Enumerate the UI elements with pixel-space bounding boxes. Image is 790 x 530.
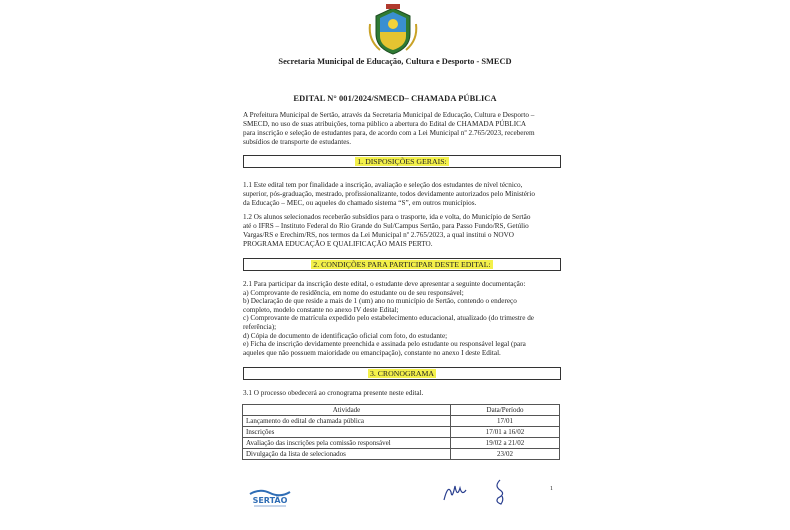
paragraph-1-2: [243, 213, 561, 249]
intro-line: subsídios de transporte de estudantes.: [243, 138, 351, 147]
municipal-coat-of-arms-icon: [366, 4, 420, 56]
section-1-heading-box: [243, 155, 561, 168]
list-item: b) Declaração de que reside a mais de 1 (um) ano no município de Sertão, contendo o endereço: [243, 297, 517, 306]
list-item: aqueles que não possuem maioridade ou emancipação), constante no anexo I deste Edital.: [243, 348, 501, 357]
handwritten-initials-icon: [492, 478, 508, 506]
table-row: [243, 449, 560, 460]
paragraph-line: 3.1 O processo obedecerá ao cronograma presente neste edital.: [243, 389, 424, 397]
date-cell: 23/02: [451, 449, 560, 460]
list-item: referência);: [243, 322, 277, 331]
section-3-heading: 3. CRONOGRAMA: [369, 369, 435, 378]
paragraph-1-1: [243, 181, 561, 208]
section-2-heading-box: [243, 258, 561, 271]
intro-line: A Prefeitura Municipal de Sertão, através da Secretaria Municipal de Educação, Cultura e Desporto –: [243, 111, 535, 119]
section-2-heading: 2. CONDIÇÕES PARA PARTICIPAR DESTE EDITAL:: [313, 260, 491, 269]
list-item: e) Ficha de inscrição devidamente preenchida e assinada pelo estudante ou responsável legal (para: [243, 340, 526, 349]
section-1-heading: 1. DISPOSIÇÕES GERAIS:: [357, 157, 447, 166]
intro-line: SMECD, no uso de suas atribuições, torna público a abertura do Edital de CHAMADA PÚBLICA: [243, 120, 527, 129]
handwritten-signature-icon: [442, 482, 468, 502]
list-item: a) Comprovante de residência, em nome do estudante ou de seu responsável;: [243, 288, 464, 297]
sertao-municipality-logo-icon: [248, 488, 292, 508]
paragraph-line: da Educação – MEC, ou aqueles do chamado sistema “S”, em outros municípios.: [243, 199, 477, 208]
table-header-row: [243, 405, 560, 416]
activity-cell: Avaliação das inscrições pela comissão responsável: [243, 438, 451, 449]
list-item: 2.1 Para participar da inscrição deste edital, o estudante deve apresentar a seguinte documentação:: [243, 280, 526, 288]
page-number: 1: [550, 486, 553, 492]
edital-title: EDITAL N° 001/2024/SMECD– CHAMADA PÚBLICA: [293, 94, 497, 103]
documentation-list: [243, 280, 561, 357]
activity-cell: Inscrições: [243, 427, 451, 438]
cronograma-table: [242, 404, 560, 460]
list-item: completo, modelo constante no anexo IV deste Edital;: [243, 305, 399, 314]
table-row: [243, 427, 560, 438]
paragraph-line: até o IFRS – Instituto Federal do Rio Grande do Sul/Campus Sertão, para Passo Fundo/RS, Getúlio: [243, 222, 529, 231]
activity-cell: Lançamento do edital de chamada pública: [243, 416, 451, 427]
paragraph-line: PROGRAMA EDUCAÇÃO E QUALIFICAÇÃO MAIS PERTO.: [243, 240, 433, 249]
intro-line: para inscrição e seleção de estudantes para, de acordo com a Lei Municipal nº 2.765/2023, receberem: [243, 129, 535, 138]
list-item: d) Cópia de documento de identificação oficial com foto, do estudante;: [243, 331, 448, 340]
section-3-heading-box: [243, 367, 561, 380]
list-item: c) Comprovante de matrícula expedido pelo estabelecimento educacional, atualizado (do trimestre de: [243, 314, 534, 323]
date-cell: 17/01: [451, 416, 560, 427]
svg-text:SERTÃO: SERTÃO: [252, 496, 288, 505]
paragraph-line: 1.2 Os alunos selecionados receberão subsídios para o trasporte, ida e volta, do Município de Sertão: [243, 213, 531, 221]
cronograma-intro: [243, 389, 561, 398]
paragraph-line: Vargas/RS e Erechim/RS, nos termos da Lei Municipal nº 2.765/2023, a qual institui o NOVO: [243, 231, 514, 240]
date-cell: 17/01 a 16/02: [451, 427, 560, 438]
paragraph-line: superior, pós-graduação, mestrado, profissionalizante, todos devidamente autorizados pelo Ministério: [243, 190, 535, 199]
intro-paragraph: [243, 111, 561, 147]
column-header-data: Data/Período: [451, 405, 560, 416]
paragraph-line: 1.1 Este edital tem por finalidade a inscrição, avaliação e seleção dos estudantes de nível técnico,: [243, 181, 523, 189]
column-header-atividade: Atividade: [243, 405, 451, 416]
secretaria-heading: Secretaria Municipal de Educação, Cultura e Desporto - SMECD: [278, 57, 512, 66]
date-cell: 19/02 a 21/02: [451, 438, 560, 449]
activity-cell: Divulgação da lista de selecionados: [243, 449, 451, 460]
table-row: [243, 416, 560, 427]
table-row: [243, 438, 560, 449]
